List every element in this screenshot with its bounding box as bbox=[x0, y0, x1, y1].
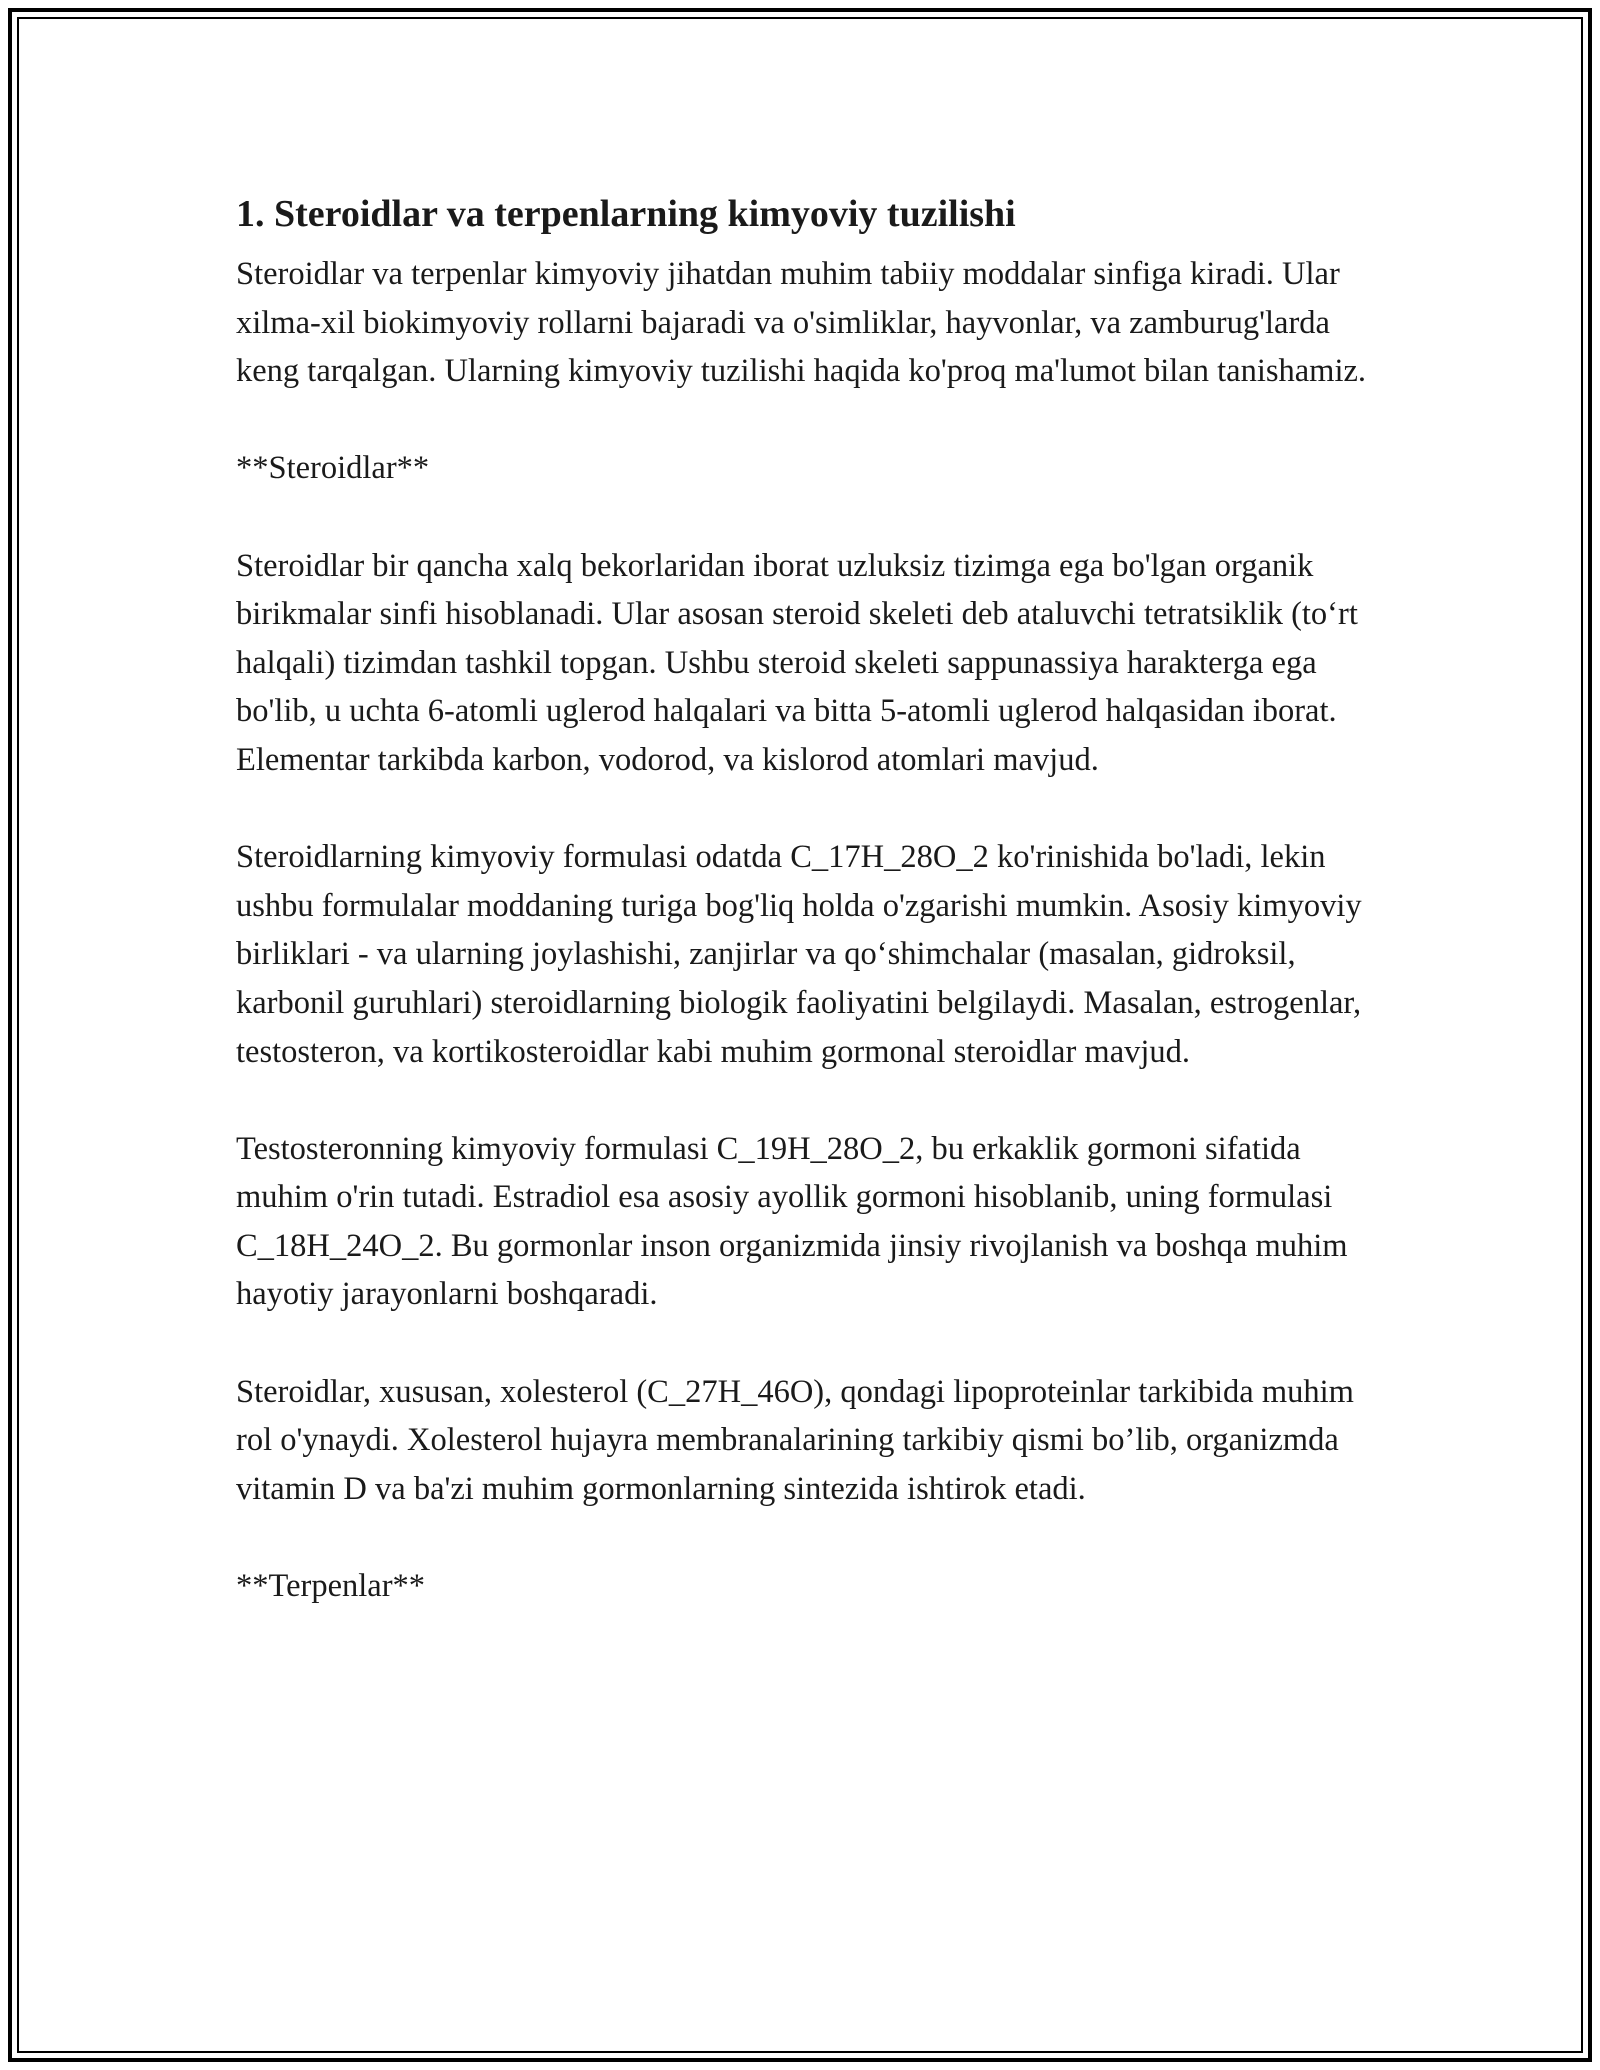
steroids-formula-paragraph: Steroidlarning kimyoviy formulasi odatda C_17H_28O_2 ko'rinishida bo'ladi, lekin ushbu formulalar moddaning turiga bog'liq holda o'zgarishi mumkin. Asosiy kimyoviy birliklari - va ularning joylashishi, zanjirlar va qo‘shimchalar (masalan, gidroksil, karbonil guruhlari) steroidlarning biologik faoliyatini belgilaydi. Masalan, estrogenlar, testosteron, va kortikosteroidlar kabi muhim gormonal steroidlar mavjud. bbox=[236, 839, 1362, 1070]
cholesterol-paragraph: Steroidlar, xususan, xolesterol (C_27H_46O), qondagi lipoproteinlar tarkibida muhim rol o'ynaydi. Xolesterol hujayra membranalarining tarkibiy qismi bo’lib, organizmda vitamin D va ba'zi muhim gormonlarning sintezida ishtirok etadi. bbox=[236, 1373, 1354, 1507]
intro-paragraph: Steroidlar va terpenlar kimyoviy jihatdan muhim tabiiy moddalar sinfiga kiradi. Ular xilma-xil biokimyoviy rollarni bajaradi va o'simliklar, hayvonlar, va zamburug'larda keng tarqalgan. Ularning kimyoviy tuzilishi haqida ko'proq ma'lumot bilan tanishamiz. bbox=[236, 256, 1367, 390]
steroids-structure-paragraph: Steroidlar bir qancha xalq bekorlaridan iborat uzluksiz tizimga ega bo'lgan organik birikmalar sinfi hisoblanadi. Ular asosan steroid skeleti deb ataluvchi tetratsiklik (to‘rt halqali) tizimdan tashkil topgan. Ushbu steroid skeleti sappunassiya harakterga ega bo'lib, u uchta 6-atomli uglerod halqalari va bitta 5-atomli uglerod halqasidan iborat. Elementar tarkibda karbon, vodorod, va kislorod atomlari mavjud. bbox=[236, 547, 1358, 778]
terpenes-subheading: **Terpenlar** bbox=[236, 1568, 426, 1605]
document-title: 1. Steroidlar va terpenlarning kimyoviy tuzilishi bbox=[236, 193, 1016, 235]
document-body bbox=[236, 186, 1386, 1659]
steroids-subheading: **Steroidlar** bbox=[236, 450, 430, 487]
testosterone-paragraph: Testosteronning kimyoviy formulasi C_19H_28O_2, bu erkaklik gormoni sifatida muhim o'rin tutadi. Estradiol esa asosiy ayollik gormoni hisoblanib, uning formulasi C_18H_24O_2. Bu gormonlar inson organizmida jinsiy rivojlanish va boshqa muhim hayotiy jarayonlarni boshqaradi. bbox=[236, 1130, 1348, 1313]
